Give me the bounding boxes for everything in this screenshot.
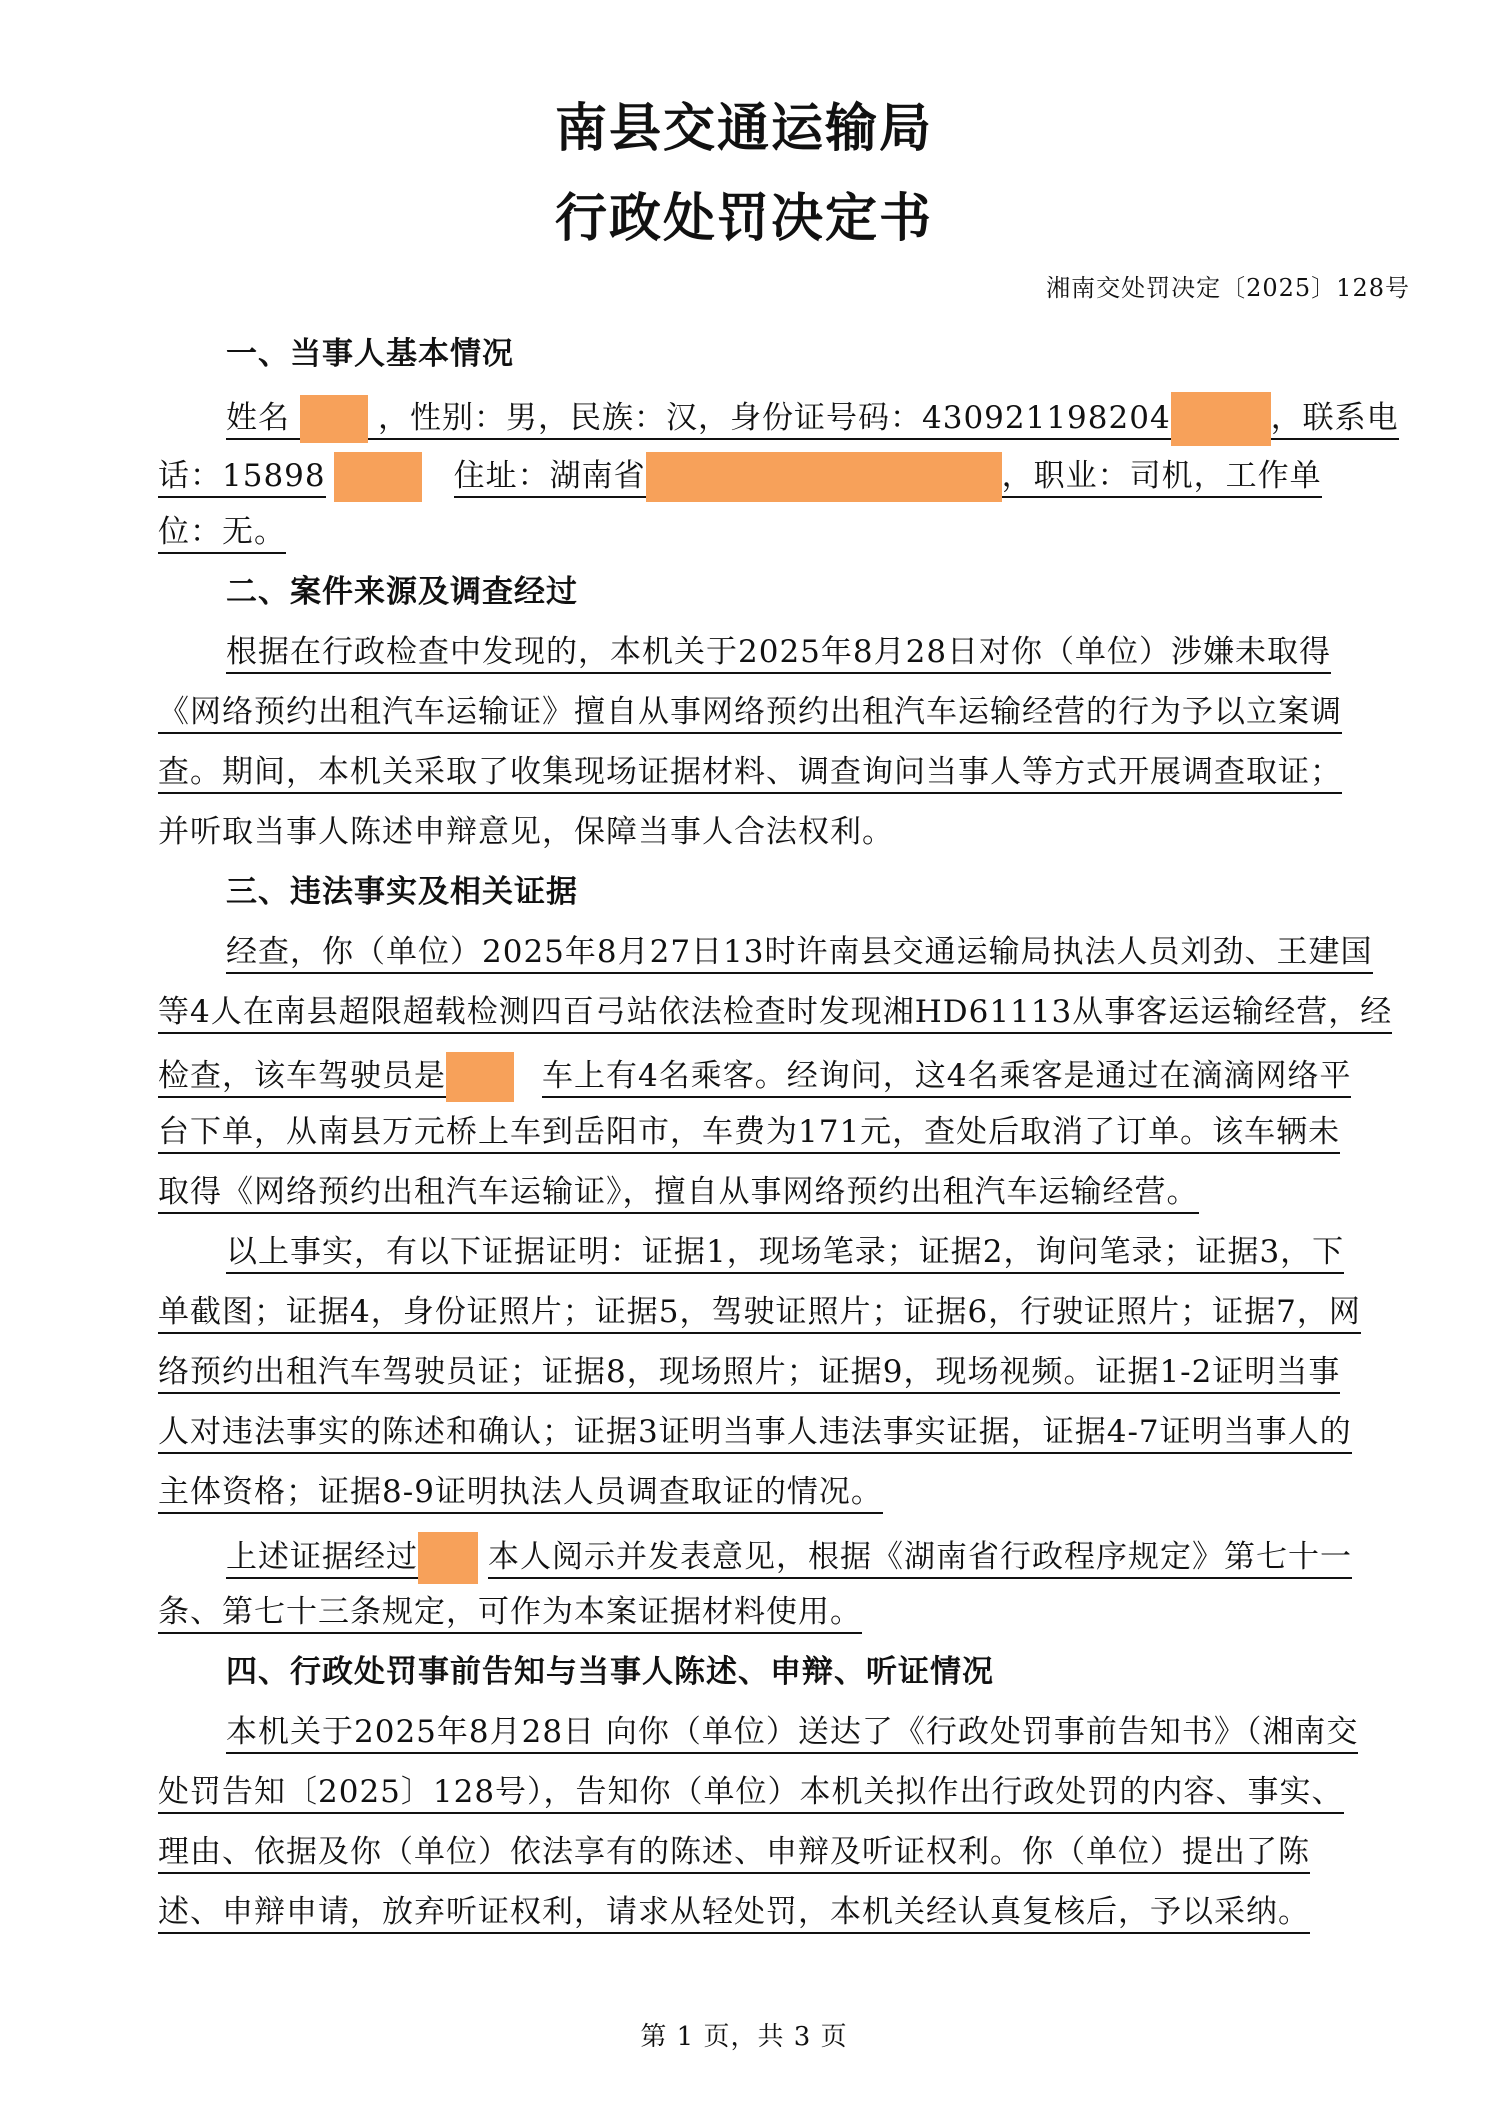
reviewer-redacted [418, 1532, 478, 1584]
facts-line-4: 台下单，从南县万元桥上车到岳阳市，车费为171元，查处后取消了订单。该车辆未 [158, 1112, 1406, 1152]
evidence-review-line-2: 条、第七十三条规定，可作为本案证据材料使用。 [158, 1592, 1406, 1632]
evidence-line-4: 人对违法事实的陈述和确认；证据3证明当事人违法事实证据，证据4-7证明当事人的 [158, 1412, 1406, 1452]
party-info-line-1: 姓名 ，性别：男，民族：汉，身份证号码：430921198204 ，联系电 [226, 392, 1474, 446]
phone-redacted [334, 452, 422, 502]
party-info-line-2: 话：15898 住址：湖南省 ，职业：司机，工作单 [158, 452, 1406, 502]
facts-line-1: 经查，你（单位）2025年8月27日13时许南县交通运输局执法人员刘劲、王建国 [226, 932, 1474, 972]
party-name-label: 姓名 [226, 400, 290, 440]
id-redacted [1171, 392, 1271, 446]
facts-line-2: 等4人在南县超限超载检测四百弓站依法检查时发现湘HD61113从事客运运输经营，经 [158, 992, 1406, 1032]
notice-line-2: 处罚告知〔2025〕128号），告知你（单位）本机关拟作出行政处罚的内容、事实、 [158, 1772, 1406, 1812]
evidence-line-3: 络预约出租汽车驾驶员证；证据8，现场照片；证据9，现场视频。证据1-2证明当事 [158, 1352, 1406, 1392]
section-2-line-2: 《网络预约出租汽车运输证》擅自从事网络预约出租汽车运输经营的行为予以立案调 [158, 692, 1406, 732]
page-footer: 第 1 页，共 3 页 [640, 2022, 848, 2052]
section-4-heading: 四、行政处罚事前告知与当事人陈述、申辩、听证情况 [226, 1654, 994, 1690]
driver-name-redacted [446, 1052, 514, 1102]
title-agency: 南县交通运输局 [554, 99, 933, 159]
facts-line-5: 取得《网络预约出租汽车运输证》，擅自从事网络预约出租汽车运输经营。 [158, 1172, 1406, 1212]
notice-line-3: 理由、依据及你（单位）依法享有的陈述、申辩及听证权利。你（单位）提出了陈 [158, 1832, 1406, 1872]
address-redacted [646, 452, 1002, 502]
evidence-line-2: 单截图；证据4，身份证照片；证据5，驾驶证照片；证据6，行驶证照片；证据7，网 [158, 1292, 1406, 1332]
name-redacted [290, 400, 378, 440]
document-number: 湘南交处罚决定〔2025〕128号 [1046, 274, 1410, 302]
section-2-line-3: 查。期间，本机关采取了收集现场证据材料、调查询问当事人等方式开展调查取证； [158, 752, 1406, 792]
evidence-line-5: 主体资格；证据8-9证明执法人员调查取证的情况。 [158, 1472, 1406, 1512]
notice-line-4: 述、申辩申请，放弃听证权利，请求从轻处罚，本机关经认真复核后，予以采纳。 [158, 1892, 1406, 1932]
party-info-line-3: 位：无。 [158, 512, 1406, 552]
notice-line-1: 本机关于2025年8月28日 向你（单位）送达了《行政处罚事前告知书》（湘南交 [226, 1712, 1474, 1752]
evidence-review-line-1: 上述证据经过 本人阅示并发表意见，根据《湖南省行政程序规定》第七十一 [226, 1532, 1474, 1584]
section-1-heading: 一、当事人基本情况 [226, 336, 514, 372]
section-2-heading: 二、案件来源及调查经过 [226, 574, 578, 610]
section-3-heading: 三、违法事实及相关证据 [226, 874, 578, 910]
title-document: 行政处罚决定书 [554, 189, 933, 249]
facts-line-3: 检查，该车驾驶员是 车上有4名乘客。经询问，这4名乘客是通过在滴滴网络平 [158, 1052, 1406, 1102]
section-2-line-1: 根据在行政检查中发现的，本机关于2025年8月28日对你（单位）涉嫌未取得 [226, 632, 1474, 672]
evidence-line-1: 以上事实，有以下证据证明：证据1，现场笔录；证据2，询问笔录；证据3，下 [226, 1232, 1474, 1272]
section-2-line-4: 并听取当事人陈述申辩意见，保障当事人合法权利。 [158, 814, 894, 850]
